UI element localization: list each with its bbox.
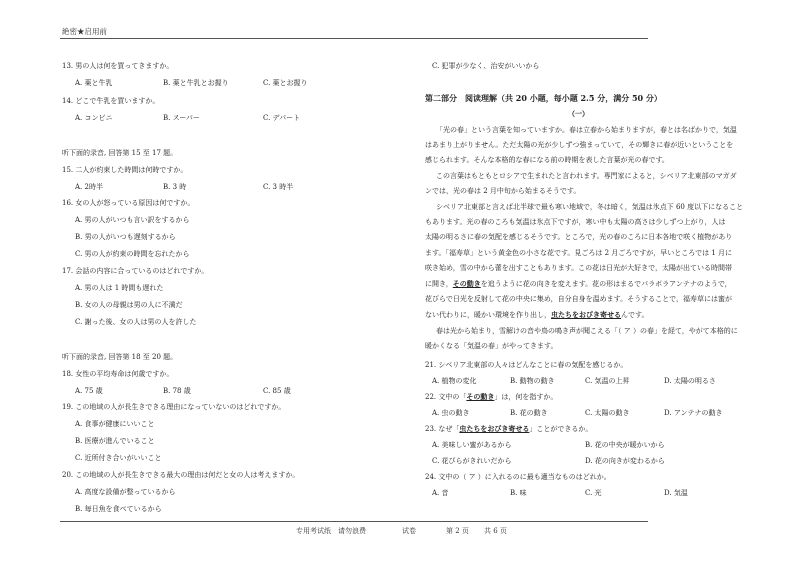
passage-number: （一） <box>568 109 589 118</box>
question-20: 20. この地域の人が長生きできる最大の理由は何だと女の人は考えますか。 <box>62 471 300 479</box>
question-18: 18. 女性の平均寿命は何歳ですか。 <box>62 370 174 378</box>
question-22 <box>425 393 557 401</box>
page-total: 共 6 页 <box>484 527 507 535</box>
q13-option-a: A. 薬と牛乳 <box>75 79 113 87</box>
q23-option-b: B. 花の中央が暖かいから <box>585 441 665 449</box>
passage-line: シベリア北東部と言えば北半球で最も寒い地域で，冬は暗く，気温は氷点下 60 度以下になること <box>436 203 744 211</box>
section-title: 第二部分 阅读理解（共 20 小题，每小题 2.5 分，满分 50 分） <box>425 93 662 103</box>
question-13: 13. 男の人は何を買ってきますか。 <box>62 62 174 70</box>
q23-option-c: C. 花びらがきれいだから <box>432 457 512 465</box>
q19-option-b: B. 医療が進んでいること <box>75 437 155 445</box>
passage-text: を追うように花の向きを変えます。花の形はまるでパラボラアンテナのようで， <box>480 280 732 288</box>
q14-option-c: C. デパート <box>263 114 301 122</box>
q16-option-a: A. 男の人がいつも言い訳をするから <box>75 216 190 224</box>
q22-option-b: B. 花の動き <box>510 409 548 417</box>
footer-label: 试卷 <box>402 527 416 535</box>
passage-line: 春は光から始まり，雪解けの音や鳥の鳴き声が聞こえる「（ ア ）の春」を経て，やがて本格的に <box>436 327 738 335</box>
listening-intro-15: 听下面的录音, 回答第 15 至 17 题。 <box>62 149 178 157</box>
question-17: 17. 会話の内容に合っているのはどれですか。 <box>62 267 209 275</box>
q22-prefix: 22. 文中の「 <box>425 393 467 401</box>
q21-option-d: D. 太陽の明るさ <box>664 377 716 385</box>
q16-option-c: C. 男の人が約束の時間を忘れたから <box>75 250 190 258</box>
passage-line <box>425 280 732 288</box>
question-15: 15. 二人が約束した時間は何時ですか。 <box>62 166 188 174</box>
passage-line <box>425 311 648 319</box>
passage-line: 太陽の明るさに春の気配を感じるそうです。ところで，光の春のころに日本各地で咲く植物があり <box>425 233 733 241</box>
q21-option-c: C. 気温の上昇 <box>585 377 630 385</box>
q19-option-c: C. 近所付き合いがいいこと <box>75 454 162 462</box>
q20-option-a: A. 高度な設備が整っているから <box>75 488 176 496</box>
q17-option-b: B. 女の人の母親は男の人に不満だ <box>75 301 183 309</box>
q17-option-a: A. 男の人は 1 時間も遅れた <box>75 284 164 292</box>
q15-option-b: B. 3 時 <box>163 183 187 191</box>
q24-option-c: C. 光 <box>585 489 602 497</box>
q24-option-a: A. 音 <box>432 489 449 497</box>
q23-suffix: 」ことができるか。 <box>529 425 593 433</box>
q21-option-b: B. 動物の動き <box>510 377 555 385</box>
q23-prefix: 23. なぜ「 <box>425 425 460 433</box>
passage-text: に開き， <box>425 280 453 288</box>
question-23 <box>425 425 592 433</box>
q13-option-b: B. 薬と牛乳とお握り <box>163 79 229 87</box>
keyword-mushitachi: 虫たちをおびき寄せる <box>551 310 621 319</box>
passage-line: はあまり上がりません。ただ太陽の光が少しずつ強まっていて，その輝きに春が近いということを <box>425 141 734 149</box>
passage-line: 「光の春」という言葉を知っていますか。春は立春から始まりますが，春とは名ばかりで，気温 <box>436 126 737 134</box>
passage-line: 咲き始め，雪の中から蕾を出すこともあります。この花は日光が大好きで，太陽が出ている時間帯 <box>425 264 733 272</box>
passage-text: ない代わりに，暖かい環境を作り出し， <box>425 311 551 319</box>
page-number: 第 2 页 <box>446 527 469 535</box>
passage-line: この言葉はもともとロシアで生まれたと言われます。専門家によると，シベリア北東部のマガダ <box>436 172 737 180</box>
q15-option-a: A. 2時半 <box>75 183 103 191</box>
exam-header: 絶密★启用前 <box>62 27 107 36</box>
q21-option-a: A. 植物の変化 <box>432 377 477 385</box>
header-rule <box>60 38 648 39</box>
q18-option-a: A. 75 歳 <box>75 387 103 395</box>
q18-option-c: C. 85 歳 <box>263 387 291 395</box>
footer-notice: 专用考试纸 请勿浪费 <box>296 527 366 535</box>
q22-keyword: その動き <box>466 392 495 401</box>
q20-option-c: C. 犯罪が少なく、治安がいいから <box>432 62 540 70</box>
passage-line: 花びらで日光を反射して花の中央に集め，自分自身を温めます。そうすることで，福寿草には蜜が <box>425 295 732 303</box>
question-21: 21. シベリア北東部の人々はどんなことに春の気配を感じるか。 <box>425 361 628 369</box>
q23-keyword: 虫たちをおびき寄せる <box>459 424 530 433</box>
question-14: 14. どこで牛乳を買いますか。 <box>62 97 160 105</box>
passage-text: んです。 <box>621 311 649 319</box>
passage-line: ます。「福寿草」という黄金色の小さな花です。見ごろは 2 月ごろですが，早いところでは 1 月に <box>425 249 733 257</box>
listening-intro-18: 听下面的录音, 回答第 18 至 20 题。 <box>62 353 178 361</box>
q24-option-d: D. 気温 <box>664 489 688 497</box>
q17-option-c: C. 謝った後、女の人は男の人を許した <box>75 318 197 326</box>
q20-option-b: B. 毎日魚を食べているから <box>75 505 162 513</box>
q13-option-c: C. 薬とお握り <box>263 79 308 87</box>
question-16: 16. 女の人が怒っている原因は何ですか。 <box>62 199 195 207</box>
question-19: 19. この地域の人が長生きできる理由になっていないのはどれですか。 <box>62 403 286 411</box>
q16-option-b: B. 男の人がいつも遅刻するから <box>75 233 176 241</box>
passage-line: 暖かくなる「気温の春」がやってきます。 <box>425 342 558 350</box>
q14-option-a: A. コンビニ <box>75 114 113 122</box>
q14-option-b: B. スーパー <box>163 114 200 122</box>
passage-line: ンでは，光の春は 2 月中旬から始まるそうです。 <box>425 187 581 195</box>
q15-option-c: C. 3 時半 <box>263 183 294 191</box>
q22-option-a: A. 虫の動き <box>432 409 470 417</box>
q19-option-a: A. 食事が健康にいいこと <box>75 420 155 428</box>
q23-option-a: A. 美味しい蜜があるから <box>432 441 512 449</box>
q22-suffix: 」は，何を指すか。 <box>494 393 558 401</box>
keyword-sono-ugoki: その動き <box>452 279 481 288</box>
passage-line: もあります。光の春のころも気温は氷点下ですが，寒い中も太陽の高さは少しずつ上がり，人は <box>425 218 726 226</box>
q24-option-b: B. 味 <box>510 489 527 497</box>
question-24: 24. 文中の（ ア ）に入れるのに最も適当なものはどれか。 <box>425 473 611 481</box>
q22-option-d: D. アンテナの動き <box>664 409 723 417</box>
q18-option-b: B. 78 歳 <box>163 387 191 395</box>
passage-line: 感じられます。そんな本格的な春になる前の時期を表した言葉が光の春です。 <box>425 156 669 164</box>
q22-option-c: C. 太陽の動き <box>585 409 630 417</box>
footer-rule <box>60 521 648 522</box>
q23-option-d: D. 花の向きが変わるから <box>585 457 665 465</box>
